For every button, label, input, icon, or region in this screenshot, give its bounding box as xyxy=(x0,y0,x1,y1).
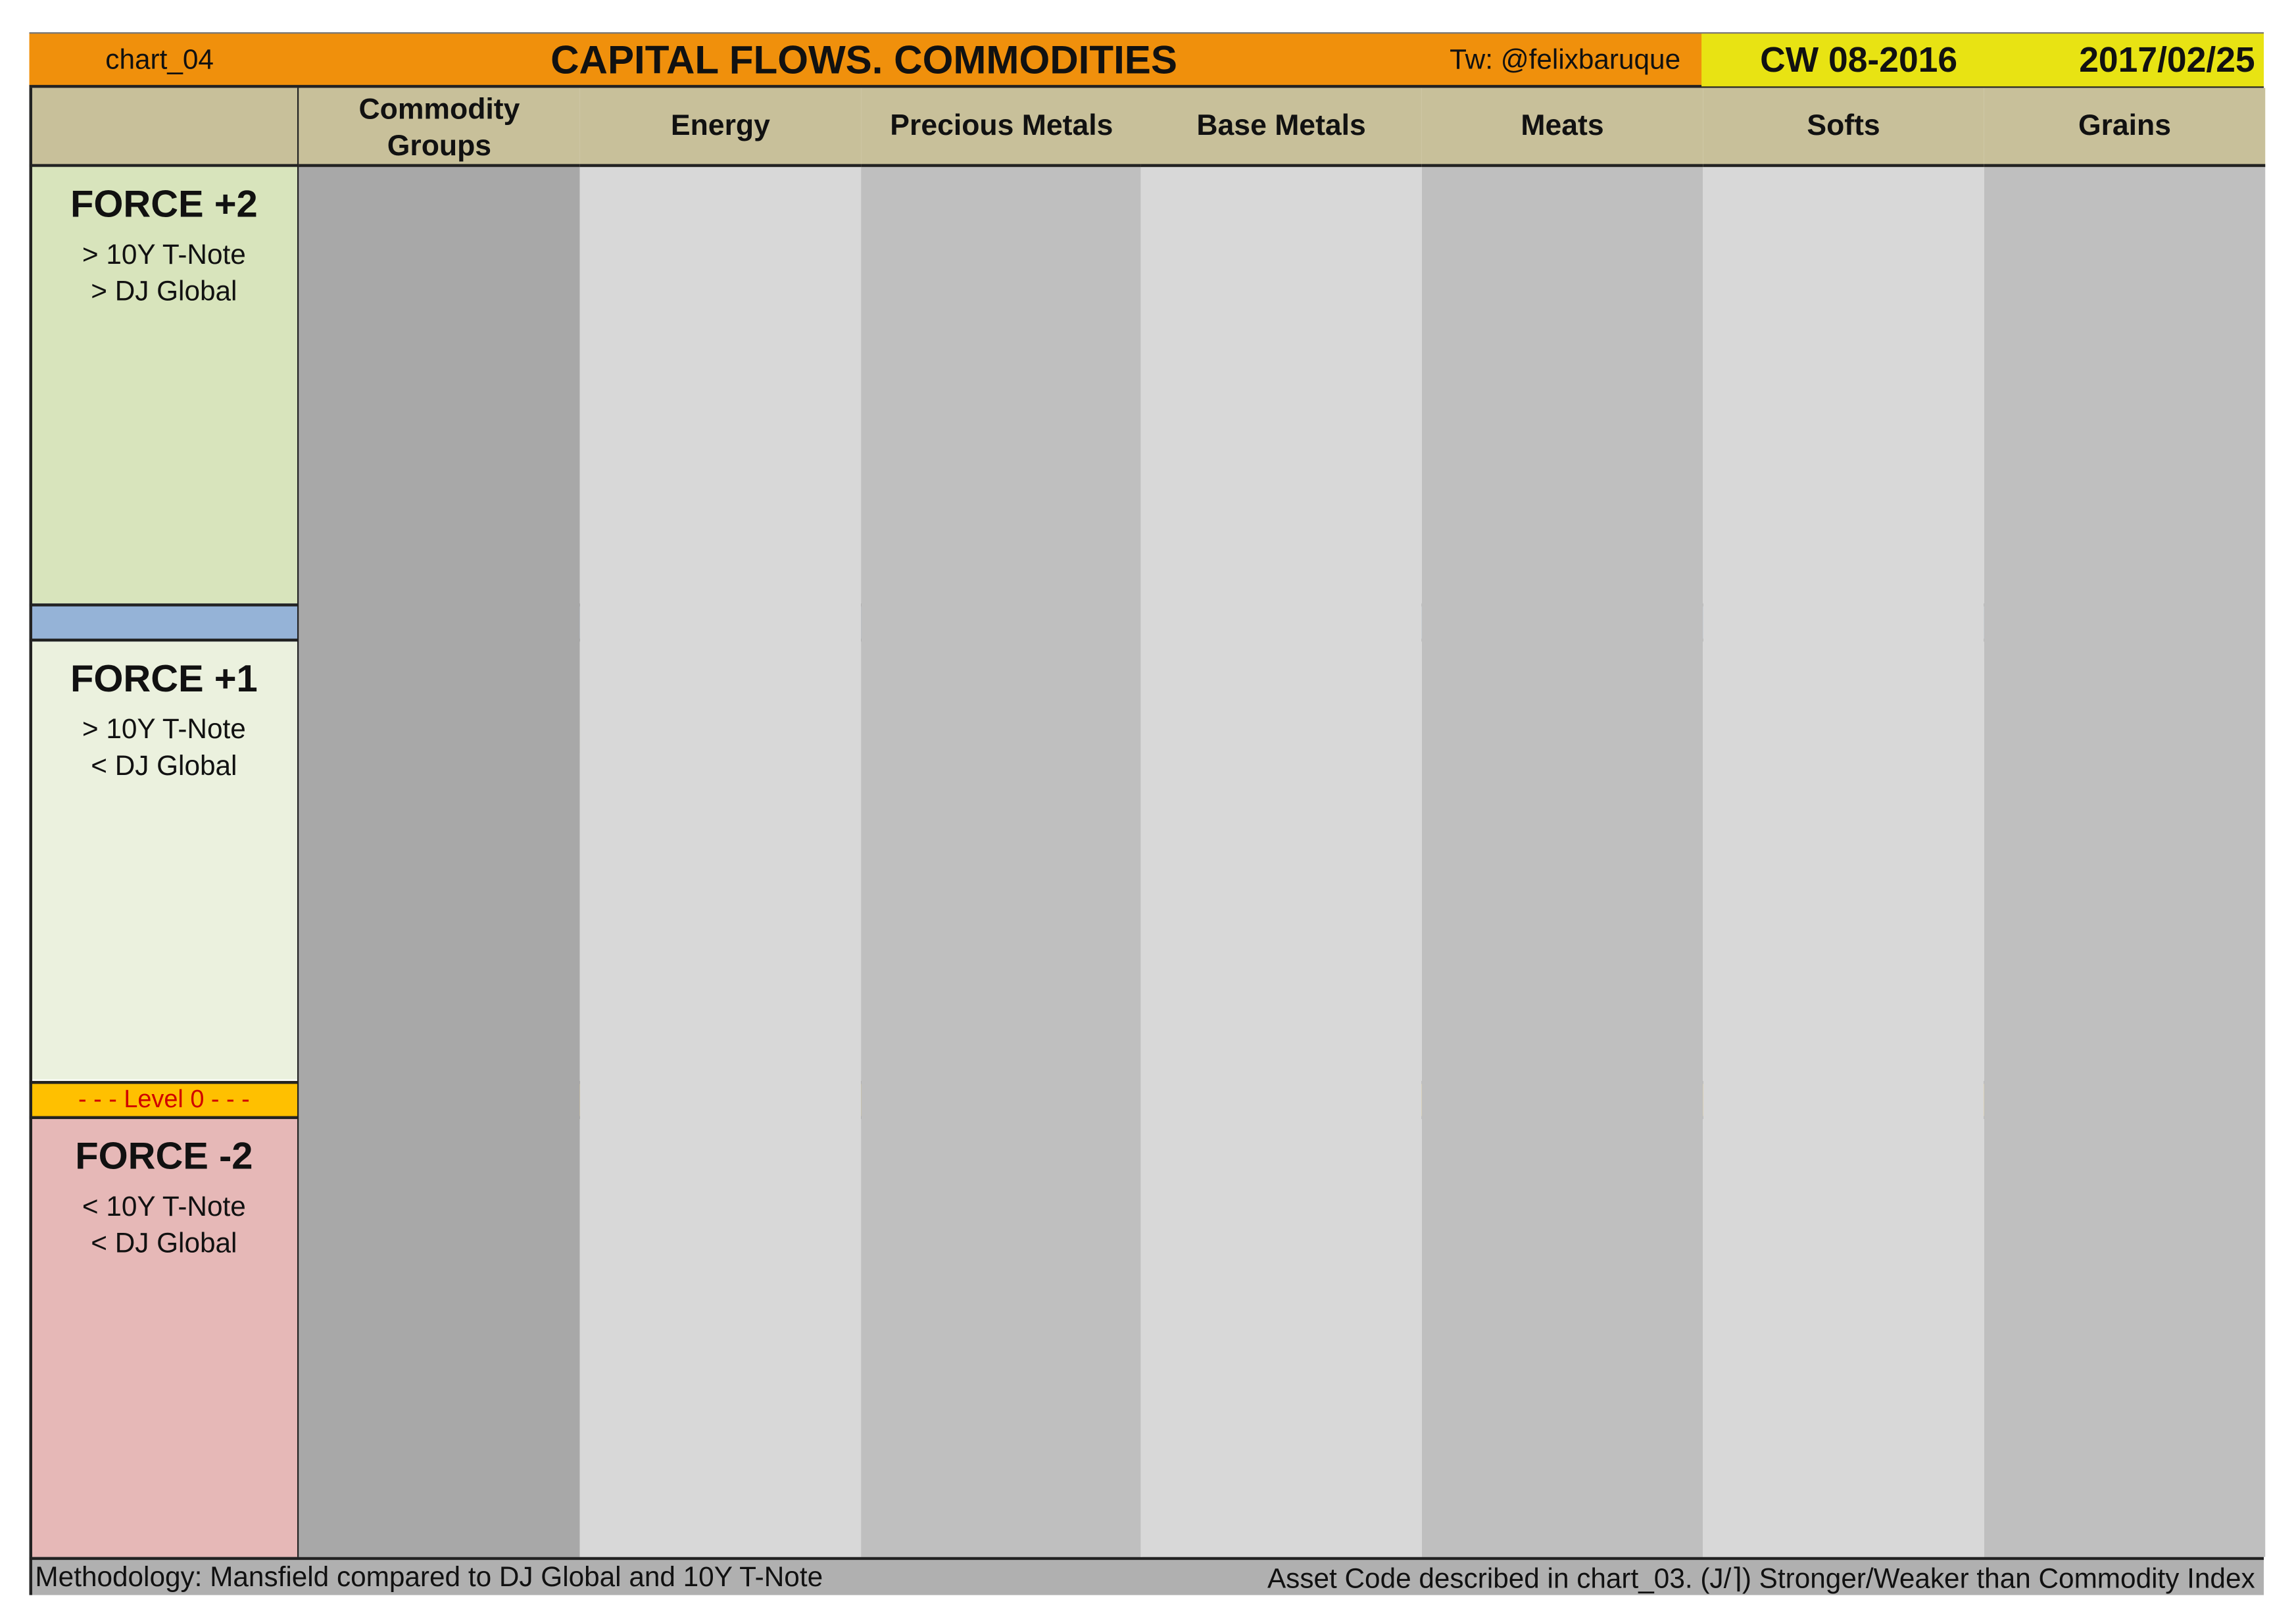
force-plus1-label xyxy=(30,641,299,1080)
column-header-label: Base Metals xyxy=(1196,109,1366,142)
column-header-label: Grains xyxy=(2078,109,2172,142)
force-condition: < DJ Global xyxy=(91,1228,237,1260)
column-header-precious-metals xyxy=(861,88,1142,167)
report-date: 2017/02/25 xyxy=(2079,41,2255,81)
column-base-metals xyxy=(1140,167,1421,1557)
column-header-commodity-groups xyxy=(299,88,579,167)
column-header-label: Commodity Groups xyxy=(358,93,520,163)
force-condition: < 10Y T-Note xyxy=(82,1192,246,1224)
column-header-grains xyxy=(1984,88,2265,167)
column-header-softs xyxy=(1703,88,1984,167)
column-header-meats xyxy=(1422,88,1703,167)
header-corner xyxy=(30,88,299,167)
force-condition: < DJ Global xyxy=(91,751,237,782)
column-header-label: Precious Metals xyxy=(890,109,1113,142)
methodology-note: Methodology: Mansfield compared to DJ Global and 10Y T-Note xyxy=(35,1562,823,1594)
twitter-handle[interactable]: Tw: @felixbaruque xyxy=(1450,45,1681,76)
asset-code-note: Asset Code described in chart_03. (J/⌉) Stronger/Weaker than Commodity Index xyxy=(1267,1564,2255,1595)
column-grains xyxy=(1984,167,2265,1557)
chart-id: chart_04 xyxy=(105,45,214,76)
column-commodity-groups xyxy=(299,167,579,1557)
column-header-label: Softs xyxy=(1807,109,1880,142)
page-title: CAPITAL FLOWS. COMMODITIES xyxy=(550,37,1177,82)
level-zero-label: - - - Level 0 - - - xyxy=(78,1085,250,1114)
column-softs xyxy=(1703,167,1984,1557)
column-meats xyxy=(1422,167,1703,1557)
footer xyxy=(30,1557,2264,1595)
column-header-label: Energy xyxy=(670,109,770,142)
force-title: FORCE -2 xyxy=(75,1134,253,1178)
column-header-energy xyxy=(580,88,861,167)
column-header-base-metals xyxy=(1140,88,1421,167)
force-condition: > DJ Global xyxy=(91,276,237,308)
title-bar xyxy=(30,32,2264,88)
column-header-label: Meats xyxy=(1521,109,1604,142)
force-title: FORCE +1 xyxy=(70,656,258,701)
calendar-week: CW 08-2016 xyxy=(1760,41,1958,81)
column-precious-metals xyxy=(861,167,1142,1557)
force-condition: > 10Y T-Note xyxy=(82,240,246,271)
date-block xyxy=(1701,34,2264,86)
force-condition: > 10Y T-Note xyxy=(82,714,246,746)
grid-line xyxy=(30,88,32,1595)
force-plus2-label xyxy=(30,167,299,603)
force-title: FORCE +2 xyxy=(70,182,258,226)
force-minus2-label xyxy=(30,1119,299,1557)
column-energy xyxy=(580,167,861,1557)
